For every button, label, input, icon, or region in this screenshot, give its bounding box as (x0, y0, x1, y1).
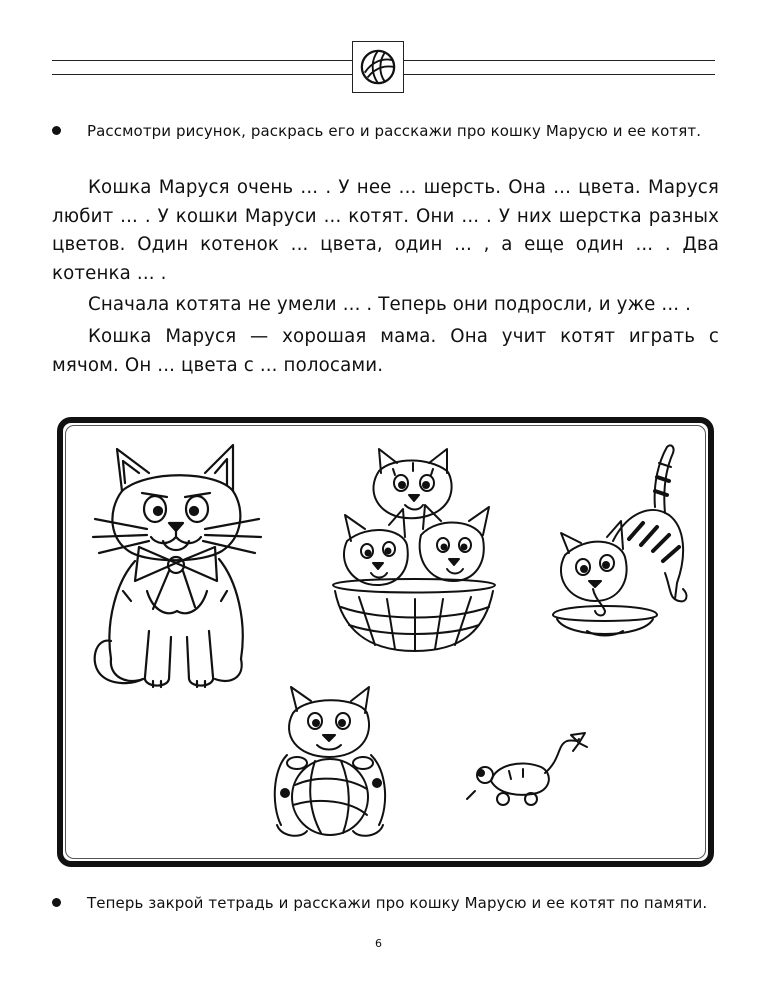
instruction-bottom (52, 892, 717, 914)
kitten-drinking-milk-icon (547, 443, 707, 653)
illustration-frame (57, 417, 714, 867)
story-paragraph-3: Кошка Маруся — хорошая мама. Она учит котят играть с мячом. Он ... цвета с ... полосами. (52, 325, 719, 376)
kittens-in-basket-icon (329, 445, 499, 655)
story-paragraph-1: Кошка Маруся очень ... . У нее ... шерсть. Она ... цвета. Маруся любит ... . У кошки Маруси ... котят. Они ... . У них шерстка разных цветов. Один котенок ... цвета, один ... , а еще один ... . Два котенка ... . (52, 177, 719, 284)
story-paragraph-2: Сначала котята не умели ... . Теперь они подросли, и уже ... . (88, 294, 692, 316)
cat-with-bow-icon (87, 441, 267, 696)
instruction-top (52, 120, 717, 142)
header-icon-box (352, 41, 404, 93)
story-text (52, 174, 719, 383)
instruction-top-text: Рассмотри рисунок, раскрась его и расскажи про кошку Марусю и ее котят. (87, 122, 702, 140)
bullet-icon (52, 126, 61, 135)
kitten-with-ball-icon (267, 685, 393, 845)
ball-icon (359, 48, 397, 86)
page-number: 6 (375, 937, 382, 950)
toy-mouse-icon (461, 729, 591, 813)
instruction-bottom-text: Теперь закрой тетрадь и расскажи про кошку Марусю и ее котят по памяти. (87, 894, 708, 912)
bullet-icon (52, 898, 61, 907)
